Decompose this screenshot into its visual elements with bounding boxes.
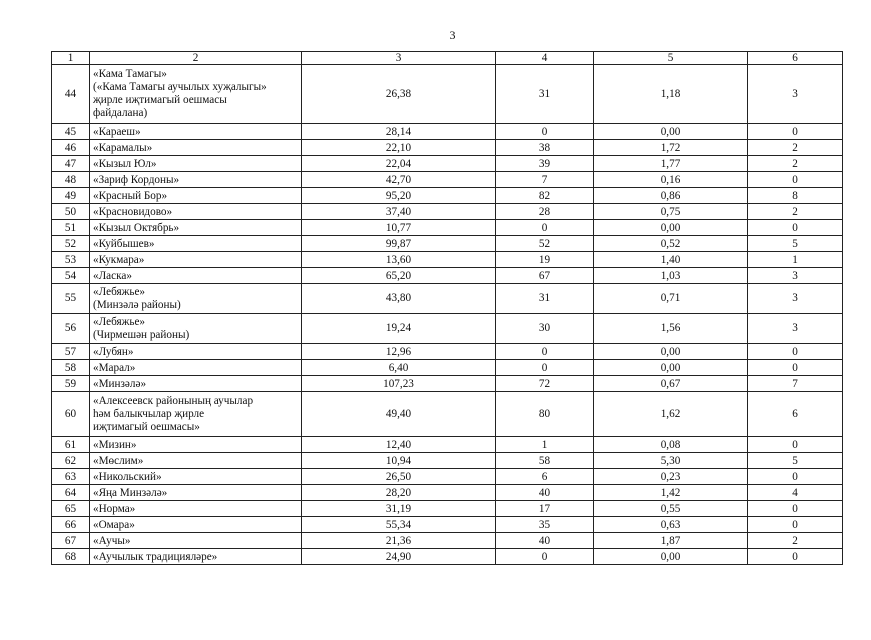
column-4-cell: 72 xyxy=(496,376,594,392)
table-row xyxy=(52,172,843,188)
column-3-cell: 24,90 xyxy=(302,549,496,565)
column-3-cell: 99,87 xyxy=(302,236,496,252)
column-4-cell: 67 xyxy=(496,268,594,284)
hunting-grounds-table xyxy=(51,51,843,565)
column-6-cell: 1 xyxy=(748,252,843,268)
column-5-cell: 0,75 xyxy=(594,204,748,220)
column-5-cell: 0,63 xyxy=(594,517,748,533)
column-4-cell: 19 xyxy=(496,252,594,268)
column-6-cell: 0 xyxy=(748,344,843,360)
column-3-cell: 95,20 xyxy=(302,188,496,204)
hunting-ground-name-cell: «Минзәлә» xyxy=(90,376,302,392)
column-3-cell: 10,94 xyxy=(302,453,496,469)
column-header-1: 1 xyxy=(52,52,90,65)
column-6-cell: 5 xyxy=(748,236,843,252)
row-number-cell: 54 xyxy=(52,268,90,284)
column-6-cell: 8 xyxy=(748,188,843,204)
row-number-cell: 52 xyxy=(52,236,90,252)
row-number-cell: 58 xyxy=(52,360,90,376)
table-row xyxy=(52,284,843,314)
hunting-ground-name-cell: «Зариф Кордоны» xyxy=(90,172,302,188)
table-row xyxy=(52,252,843,268)
column-6-cell: 3 xyxy=(748,268,843,284)
table-header-row xyxy=(52,52,843,65)
column-4-cell: 80 xyxy=(496,392,594,437)
column-3-cell: 43,80 xyxy=(302,284,496,314)
column-4-cell: 82 xyxy=(496,188,594,204)
hunting-ground-name-cell: «Никольский» xyxy=(90,469,302,485)
column-4-cell: 28 xyxy=(496,204,594,220)
column-5-cell: 0,86 xyxy=(594,188,748,204)
table-row xyxy=(52,469,843,485)
row-number-cell: 68 xyxy=(52,549,90,565)
column-6-cell: 2 xyxy=(748,156,843,172)
hunting-ground-name-cell: «Красный Бор» xyxy=(90,188,302,204)
hunting-ground-name-cell: «Кама Тамагы» («Кама Тамагы аучылых хуҗалыгы» җирле иҗтимагый оешмасы файдалана) xyxy=(90,65,302,124)
column-3-cell: 28,20 xyxy=(302,485,496,501)
column-4-cell: 17 xyxy=(496,501,594,517)
row-number-cell: 61 xyxy=(52,437,90,453)
row-number-cell: 47 xyxy=(52,156,90,172)
column-5-cell: 1,77 xyxy=(594,156,748,172)
table-row xyxy=(52,437,843,453)
column-3-cell: 19,24 xyxy=(302,314,496,344)
column-4-cell: 31 xyxy=(496,65,594,124)
column-4-cell: 0 xyxy=(496,220,594,236)
row-number-cell: 65 xyxy=(52,501,90,517)
column-5-cell: 0,00 xyxy=(594,549,748,565)
column-5-cell: 0,52 xyxy=(594,236,748,252)
column-3-cell: 12,40 xyxy=(302,437,496,453)
column-6-cell: 0 xyxy=(748,549,843,565)
column-5-cell: 0,16 xyxy=(594,172,748,188)
table-row xyxy=(52,360,843,376)
row-number-cell: 63 xyxy=(52,469,90,485)
table-row xyxy=(52,517,843,533)
column-5-cell: 0,08 xyxy=(594,437,748,453)
column-5-cell: 0,71 xyxy=(594,284,748,314)
column-6-cell: 0 xyxy=(748,501,843,517)
column-header-6: 6 xyxy=(748,52,843,65)
column-5-cell: 0,00 xyxy=(594,220,748,236)
hunting-ground-name-cell: «Куйбышев» xyxy=(90,236,302,252)
column-3-cell: 26,50 xyxy=(302,469,496,485)
column-3-cell: 13,60 xyxy=(302,252,496,268)
column-5-cell: 0,23 xyxy=(594,469,748,485)
hunting-ground-name-cell: «Лубян» xyxy=(90,344,302,360)
column-3-cell: 22,04 xyxy=(302,156,496,172)
table-row xyxy=(52,344,843,360)
column-3-cell: 21,36 xyxy=(302,533,496,549)
column-3-cell: 28,14 xyxy=(302,124,496,140)
column-6-cell: 0 xyxy=(748,437,843,453)
column-3-cell: 22,10 xyxy=(302,140,496,156)
column-header-2: 2 xyxy=(90,52,302,65)
column-4-cell: 58 xyxy=(496,453,594,469)
column-header-4: 4 xyxy=(496,52,594,65)
column-3-cell: 49,40 xyxy=(302,392,496,437)
column-3-cell: 6,40 xyxy=(302,360,496,376)
column-4-cell: 31 xyxy=(496,284,594,314)
column-5-cell: 0,00 xyxy=(594,124,748,140)
table-row xyxy=(52,533,843,549)
column-5-cell: 0,00 xyxy=(594,344,748,360)
row-number-cell: 51 xyxy=(52,220,90,236)
table-row xyxy=(52,392,843,437)
row-number-cell: 56 xyxy=(52,314,90,344)
column-header-3: 3 xyxy=(302,52,496,65)
column-6-cell: 0 xyxy=(748,469,843,485)
column-6-cell: 7 xyxy=(748,376,843,392)
column-6-cell: 4 xyxy=(748,485,843,501)
column-3-cell: 107,23 xyxy=(302,376,496,392)
column-4-cell: 39 xyxy=(496,156,594,172)
hunting-ground-name-cell: «Ласка» xyxy=(90,268,302,284)
hunting-ground-name-cell: «Алексеевск районының аучылар һәм балыкчылар җирле иҗтимагый оешмасы» xyxy=(90,392,302,437)
column-5-cell: 1,42 xyxy=(594,485,748,501)
column-4-cell: 40 xyxy=(496,485,594,501)
row-number-cell: 62 xyxy=(52,453,90,469)
column-4-cell: 52 xyxy=(496,236,594,252)
table-row xyxy=(52,65,843,124)
column-6-cell: 0 xyxy=(748,517,843,533)
table-row xyxy=(52,124,843,140)
column-6-cell: 0 xyxy=(748,220,843,236)
column-3-cell: 55,34 xyxy=(302,517,496,533)
column-3-cell: 26,38 xyxy=(302,65,496,124)
column-5-cell: 1,18 xyxy=(594,65,748,124)
hunting-ground-name-cell: «Аучы» xyxy=(90,533,302,549)
row-number-cell: 46 xyxy=(52,140,90,156)
hunting-ground-name-cell: «Аучылык традицияләре» xyxy=(90,549,302,565)
table-row xyxy=(52,140,843,156)
column-4-cell: 7 xyxy=(496,172,594,188)
column-6-cell: 3 xyxy=(748,314,843,344)
column-4-cell: 0 xyxy=(496,549,594,565)
row-number-cell: 53 xyxy=(52,252,90,268)
row-number-cell: 64 xyxy=(52,485,90,501)
hunting-ground-name-cell: «Мөслим» xyxy=(90,453,302,469)
row-number-cell: 49 xyxy=(52,188,90,204)
hunting-ground-name-cell: «Красновидово» xyxy=(90,204,302,220)
column-3-cell: 65,20 xyxy=(302,268,496,284)
column-6-cell: 3 xyxy=(748,65,843,124)
hunting-ground-name-cell: «Яңа Минзәлә» xyxy=(90,485,302,501)
table-row xyxy=(52,220,843,236)
hunting-ground-name-cell: «Лебяжье» (Чирмешән районы) xyxy=(90,314,302,344)
column-5-cell: 1,40 xyxy=(594,252,748,268)
column-3-cell: 37,40 xyxy=(302,204,496,220)
column-6-cell: 6 xyxy=(748,392,843,437)
page-number: 3 xyxy=(449,28,456,42)
column-5-cell: 1,03 xyxy=(594,268,748,284)
hunting-ground-name-cell: «Кукмара» xyxy=(90,252,302,268)
column-4-cell: 35 xyxy=(496,517,594,533)
column-6-cell: 2 xyxy=(748,140,843,156)
column-5-cell: 0,55 xyxy=(594,501,748,517)
hunting-ground-name-cell: «Карамалы» xyxy=(90,140,302,156)
column-3-cell: 12,96 xyxy=(302,344,496,360)
row-number-cell: 44 xyxy=(52,65,90,124)
column-4-cell: 30 xyxy=(496,314,594,344)
column-3-cell: 10,77 xyxy=(302,220,496,236)
column-4-cell: 38 xyxy=(496,140,594,156)
hunting-ground-name-cell: «Омара» xyxy=(90,517,302,533)
column-6-cell: 3 xyxy=(748,284,843,314)
column-5-cell: 1,56 xyxy=(594,314,748,344)
column-4-cell: 0 xyxy=(496,344,594,360)
table-row xyxy=(52,236,843,252)
hunting-ground-name-cell: «Мизин» xyxy=(90,437,302,453)
table-row xyxy=(52,485,843,501)
table-row xyxy=(52,268,843,284)
table-row xyxy=(52,156,843,172)
table-row xyxy=(52,314,843,344)
column-6-cell: 0 xyxy=(748,172,843,188)
table-row xyxy=(52,501,843,517)
table-row xyxy=(52,453,843,469)
table-row xyxy=(52,188,843,204)
hunting-ground-name-cell: «Кызыл Октябрь» xyxy=(90,220,302,236)
column-3-cell: 42,70 xyxy=(302,172,496,188)
column-4-cell: 40 xyxy=(496,533,594,549)
row-number-cell: 48 xyxy=(52,172,90,188)
column-6-cell: 0 xyxy=(748,360,843,376)
row-number-cell: 55 xyxy=(52,284,90,314)
column-5-cell: 1,62 xyxy=(594,392,748,437)
row-number-cell: 45 xyxy=(52,124,90,140)
column-5-cell: 0,00 xyxy=(594,360,748,376)
row-number-cell: 66 xyxy=(52,517,90,533)
row-number-cell: 67 xyxy=(52,533,90,549)
column-header-5: 5 xyxy=(594,52,748,65)
row-number-cell: 57 xyxy=(52,344,90,360)
row-number-cell: 50 xyxy=(52,204,90,220)
column-5-cell: 1,72 xyxy=(594,140,748,156)
column-6-cell: 0 xyxy=(748,124,843,140)
column-5-cell: 5,30 xyxy=(594,453,748,469)
hunting-ground-name-cell: «Лебяжье» (Минзәлә районы) xyxy=(90,284,302,314)
column-6-cell: 2 xyxy=(748,533,843,549)
column-6-cell: 5 xyxy=(748,453,843,469)
hunting-ground-name-cell: «Кызыл Юл» xyxy=(90,156,302,172)
column-6-cell: 2 xyxy=(748,204,843,220)
column-4-cell: 0 xyxy=(496,360,594,376)
hunting-ground-name-cell: «Норма» xyxy=(90,501,302,517)
column-5-cell: 1,87 xyxy=(594,533,748,549)
table-row xyxy=(52,376,843,392)
hunting-ground-name-cell: «Караеш» xyxy=(90,124,302,140)
column-3-cell: 31,19 xyxy=(302,501,496,517)
table-row xyxy=(52,549,843,565)
column-4-cell: 1 xyxy=(496,437,594,453)
hunting-ground-name-cell: «Марал» xyxy=(90,360,302,376)
row-number-cell: 60 xyxy=(52,392,90,437)
column-5-cell: 0,67 xyxy=(594,376,748,392)
table-row xyxy=(52,204,843,220)
column-4-cell: 6 xyxy=(496,469,594,485)
row-number-cell: 59 xyxy=(52,376,90,392)
column-4-cell: 0 xyxy=(496,124,594,140)
